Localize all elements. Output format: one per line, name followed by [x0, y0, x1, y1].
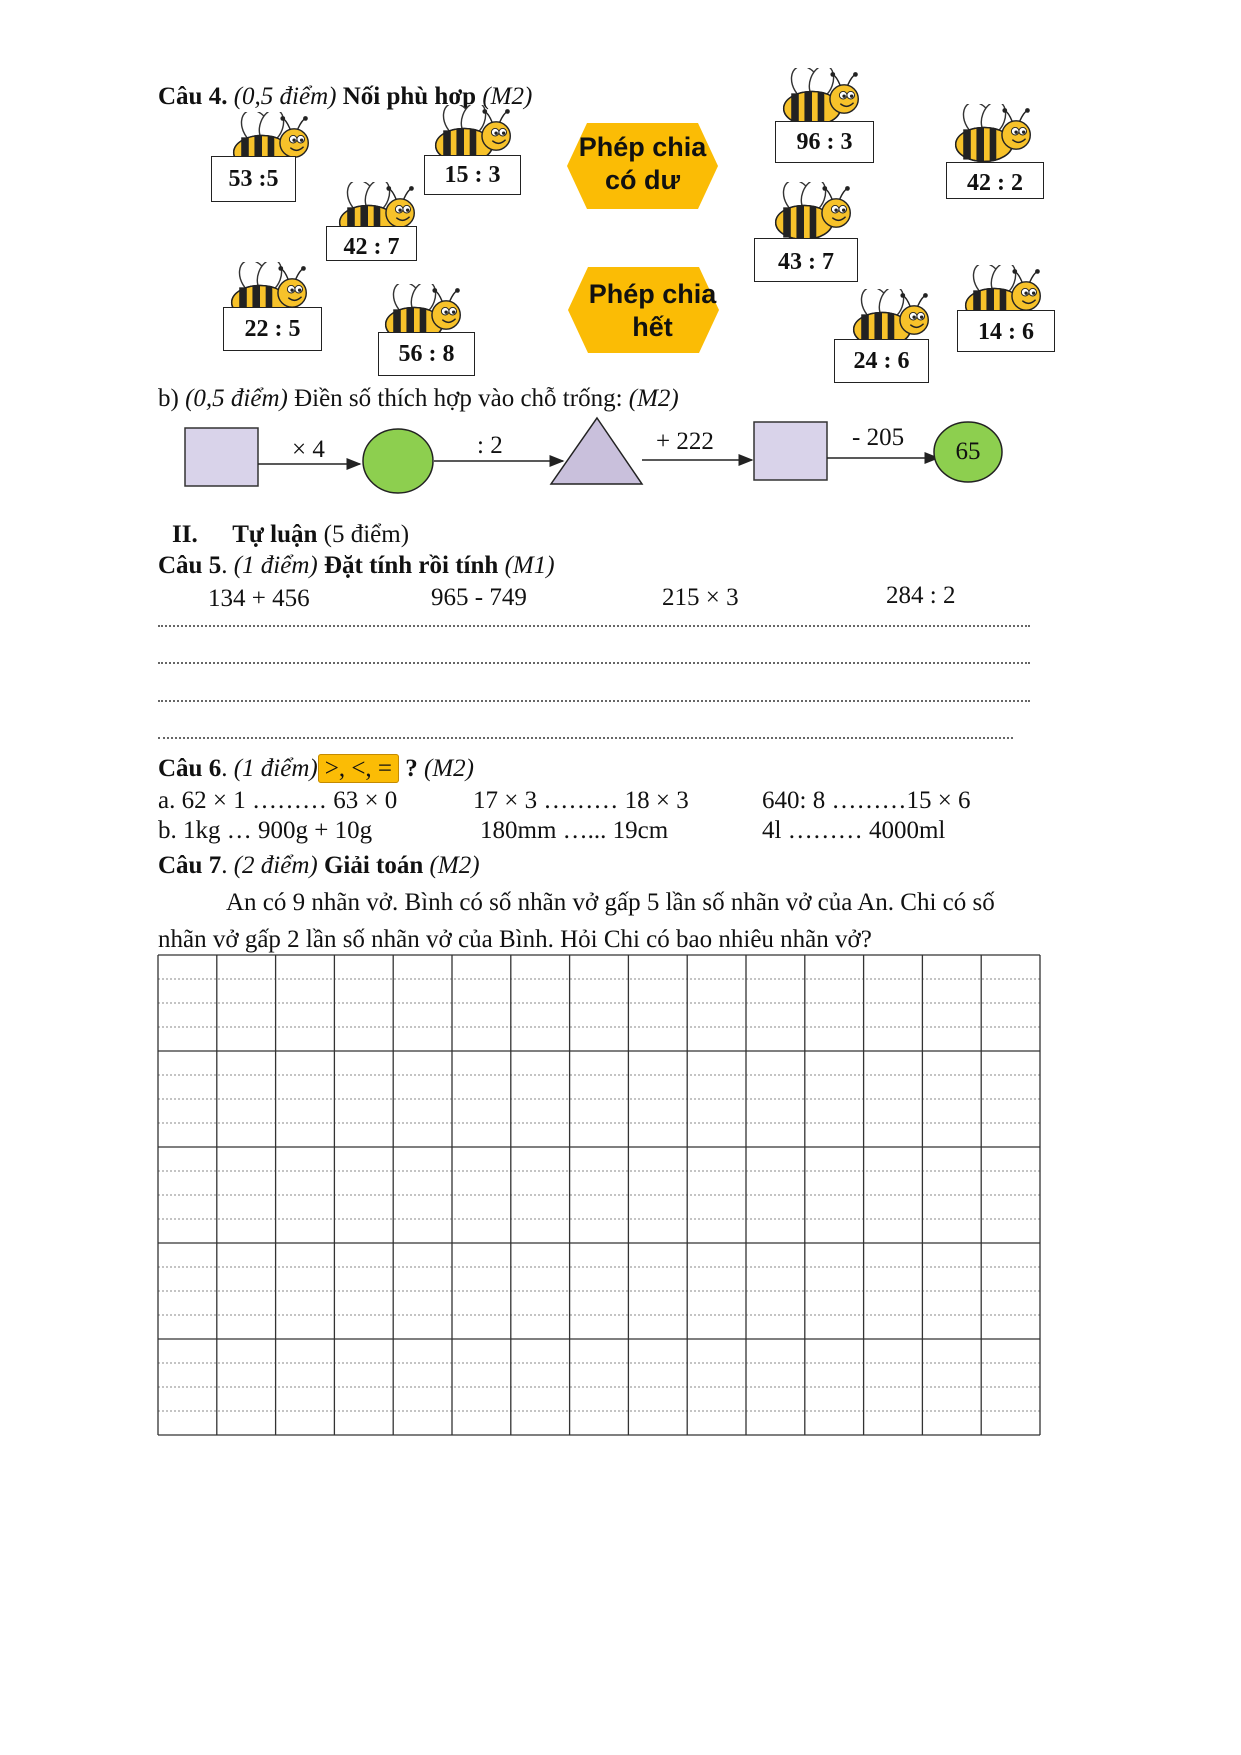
q6-a-item: a. 62 × 1 ……… 63 × 0	[158, 787, 398, 814]
part2-heading	[172, 520, 409, 550]
op-subtract: - 205	[852, 424, 905, 451]
q5-title: Câu 5	[158, 552, 222, 579]
q7-points: (2 điểm)	[233, 852, 318, 879]
q6-a-item: 640: 8 ………15 × 6	[762, 787, 971, 814]
q5-expr: 215 × 3	[662, 584, 739, 611]
q6-b-item: 4l ……… 4000ml	[762, 817, 946, 844]
answer-line[interactable]	[158, 700, 1030, 702]
q4-task: Nối phù hợp	[342, 83, 477, 110]
q6-level: (M2)	[424, 755, 475, 782]
result-value: 65	[955, 438, 981, 465]
bee-icon	[950, 104, 1035, 166]
q7-task: Giải toán	[323, 852, 424, 879]
division-card[interactable]: 56 : 8	[378, 332, 475, 376]
blank-circle-1	[363, 429, 433, 493]
answer-line[interactable]	[158, 737, 1013, 739]
division-card[interactable]: 22 : 5	[223, 307, 322, 351]
q6-points: (1 điểm)	[233, 755, 318, 782]
q7-problem-line2: nhãn vở gấp 2 lần số nhãn vở của Bình. Hỏi Chi có bao nhiêu nhãn vở?	[158, 926, 872, 953]
q5-expr: 284 : 2	[886, 582, 956, 609]
part2-points: (5 điểm)	[323, 521, 410, 548]
q6-title: Câu 6	[158, 755, 222, 782]
q6-question: ?	[405, 755, 418, 782]
target-exact-label: Phép chia hết	[588, 279, 717, 342]
division-card[interactable]: 42 : 2	[946, 162, 1044, 199]
division-card[interactable]: 96 : 3	[775, 121, 874, 163]
q4b-task: Điền số thích hợp vào chỗ trống:	[294, 385, 623, 412]
q4-level: (M2)	[482, 83, 533, 110]
q5-task: Đặt tính rồi tính	[323, 552, 499, 579]
q6-b-item: b. 1kg … 900g + 10g	[158, 817, 373, 844]
q6-signs: >, <, =	[318, 754, 399, 783]
q7-problem-line1: An có 9 nhãn vở. Bình có số nhãn vở gấp 5 lần số nhãn vở của An. Chi có số	[226, 889, 995, 916]
q5-expr: 134 + 456	[208, 585, 310, 612]
op-multiply: × 4	[292, 436, 325, 463]
answer-grid[interactable]	[157, 954, 1042, 1436]
q4-points: (0,5 điểm)	[233, 83, 337, 110]
q5-expr: 965 - 749	[431, 584, 527, 611]
division-card[interactable]: 42 : 7	[326, 226, 417, 261]
q5-points: (1 điểm)	[233, 552, 318, 579]
q7-heading: Câu 7. (2 điểm) Giải toán (M2)	[158, 852, 480, 879]
bee-icon	[770, 182, 855, 244]
q6-heading: Câu 6. (1 điểm) >, <, = ? (M2)	[158, 755, 475, 782]
blank-square-2	[754, 422, 827, 480]
op-add: + 222	[656, 428, 714, 455]
division-card[interactable]: 24 : 6	[834, 339, 929, 383]
q4b-level: (M2)	[628, 385, 679, 412]
q7-title: Câu 7	[158, 852, 222, 879]
q7-level: (M2)	[429, 852, 480, 879]
q6-b-item: 180mm …... 19cm	[480, 817, 669, 844]
division-card[interactable]: 14 : 6	[957, 310, 1055, 352]
blank-square-1	[185, 428, 258, 486]
division-card[interactable]: 43 : 7	[754, 238, 858, 282]
part2-title: Tự luận	[232, 521, 318, 548]
q5-level: (M1)	[504, 552, 555, 579]
q4b-label: b)	[158, 385, 179, 412]
q5-heading: Câu 5. (1 điểm) Đặt tính rồi tính (M1)	[158, 552, 555, 579]
q4-title: Câu 4.	[158, 83, 228, 110]
q6-a-item: 17 × 3 ……… 18 × 3	[473, 787, 689, 814]
q4b-points: (0,5 điểm)	[185, 385, 288, 412]
answer-line[interactable]	[158, 662, 1030, 664]
op-divide: : 2	[477, 432, 503, 459]
division-card[interactable]: 15 : 3	[424, 155, 521, 195]
answer-line[interactable]	[158, 625, 1030, 627]
target-remainder-label: Phép chia có dư	[578, 132, 707, 195]
part2-numeral: II.	[172, 521, 198, 548]
blank-triangle	[551, 418, 642, 484]
division-card[interactable]: 53 :5	[211, 156, 296, 202]
